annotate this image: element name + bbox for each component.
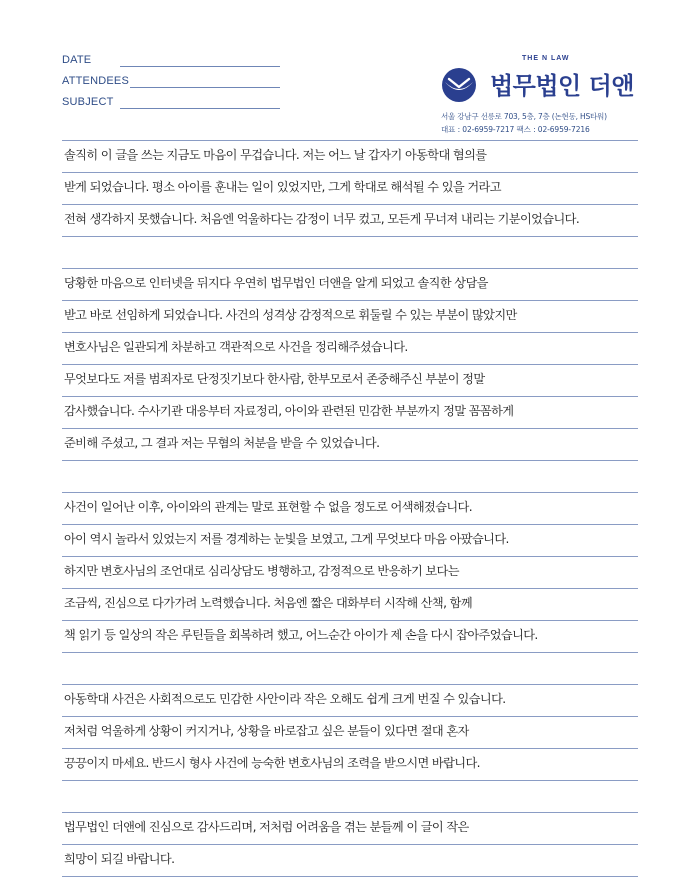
attendees-line (130, 87, 280, 88)
letter-line: 전혀 생각하지 못했습니다. 처음엔 억울하다는 감정이 너무 컸고, 모든게 무너져 내리는 기분이었습니다. (64, 212, 580, 226)
letter-line: 무엇보다도 저를 범죄자로 단정짓기보다 한사람, 한부모로서 존중해주신 부분이 정말 (64, 372, 485, 386)
letter-line: 저처럼 억울하게 상황이 커지거나, 상황을 바로잡고 싶은 분들이 있다면 절대 혼자 (64, 724, 469, 738)
rule-line (62, 140, 638, 141)
rule-line (62, 780, 638, 781)
rule-line (62, 588, 638, 589)
rule-line (62, 844, 638, 845)
firm-contact: 대표 : 02-6959-7217 팩스 : 02-6959-7216 (441, 125, 590, 134)
rule-line (62, 652, 638, 653)
letter-line: 사건이 일어난 이후, 아이와의 관계는 말로 표현할 수 없을 정도로 어색해졌습니다. (64, 500, 473, 514)
letter-line: 받게 되었습니다. 평소 아이를 훈내는 일이 있었지만, 그게 학대로 해석될 수 있을 거라고 (64, 180, 501, 194)
letter-line: 받고 바로 선임하게 되었습니다. 사건의 성격상 감정적으로 휘둘릴 수 있는 부분이 많았지만 (64, 308, 517, 322)
letter-line: 아동학대 사건은 사회적으로도 민감한 사안이라 작은 오해도 쉽게 크게 번질 수 있습니다. (64, 692, 506, 706)
letter-line: 책 읽기 등 일상의 작은 루틴들을 회복하려 했고, 어느순간 아이가 제 손을 다시 잡아주었습니다. (64, 628, 538, 642)
date-line (120, 66, 280, 67)
subject-line (120, 108, 280, 109)
rule-line (62, 716, 638, 717)
letter-line: 끙끙이지 마세요. 반드시 형사 사건에 능숙한 변호사님의 조력을 받으시면 바랍니다. (64, 756, 480, 770)
logo-korean-name: 법무법인 더앤 (490, 72, 634, 100)
letter-line: 아이 역시 놀라서 있었는지 저를 경계하는 눈빛을 보였고, 그게 무엇보다 마음 아팠습니다. (64, 532, 509, 546)
rule-line (62, 876, 638, 877)
letter-line: 법무법인 더앤에 진심으로 감사드리며, 저처럼 어려움을 겪는 분들께 이 글이 작은 (64, 820, 469, 834)
the-n-law-emblem-icon (436, 62, 482, 108)
letter-line: 감사했습니다. 수사기관 대응부터 자료정리, 아이와 관련된 민감한 부분까지 정말 꼼꼼하게 (64, 404, 514, 418)
date-label: DATE (62, 54, 92, 66)
rule-line (62, 268, 638, 269)
letter-line: 희망이 되길 바랍니다. (64, 852, 175, 866)
rule-line (62, 460, 638, 461)
rule-line (62, 300, 638, 301)
rule-line (62, 684, 638, 685)
rule-line (62, 332, 638, 333)
rule-line (62, 172, 638, 173)
firm-address: 서울 강남구 선릉로 703, 5층, 7층 (논현동, HS타워) (441, 112, 607, 121)
rule-line (62, 364, 638, 365)
rule-line (62, 524, 638, 525)
rule-line (62, 428, 638, 429)
rule-line (62, 556, 638, 557)
rule-line (62, 492, 638, 493)
rule-line (62, 236, 638, 237)
rule-line (62, 204, 638, 205)
rule-line (62, 812, 638, 813)
letter-line: 조금씩, 진심으로 다가가려 노력했습니다. 처음엔 짧은 대화부터 시작해 산책, 함께 (64, 596, 473, 610)
letter-line: 당황한 마음으로 인터넷을 뒤지다 우연히 법무법인 더앤을 알게 되었고 솔직한 상담을 (64, 276, 488, 290)
letter-line: 솔직히 이 글을 쓰는 지금도 마음이 무겁습니다. 저는 어느 날 갑자기 아동학대 혐의를 (64, 148, 487, 162)
rule-line (62, 748, 638, 749)
law-firm-logo (436, 50, 661, 100)
subject-label: SUBJECT (62, 96, 114, 108)
rule-line (62, 620, 638, 621)
logo-english-name: THE N LAW (522, 55, 570, 62)
attendees-label: ATTENDEES (62, 75, 129, 87)
letter-line: 하지만 변호사님의 조언대로 심리상담도 병행하고, 감정적으로 반응하기 보다는 (64, 564, 459, 578)
rule-line (62, 396, 638, 397)
letter-line: 변호사님은 일관되게 차분하고 객관적으로 사건을 정리해주셨습니다. (64, 340, 408, 354)
letter-line: 준비해 주셨고, 그 결과 저는 무혐의 처분을 받을 수 있었습니다. (64, 436, 380, 450)
